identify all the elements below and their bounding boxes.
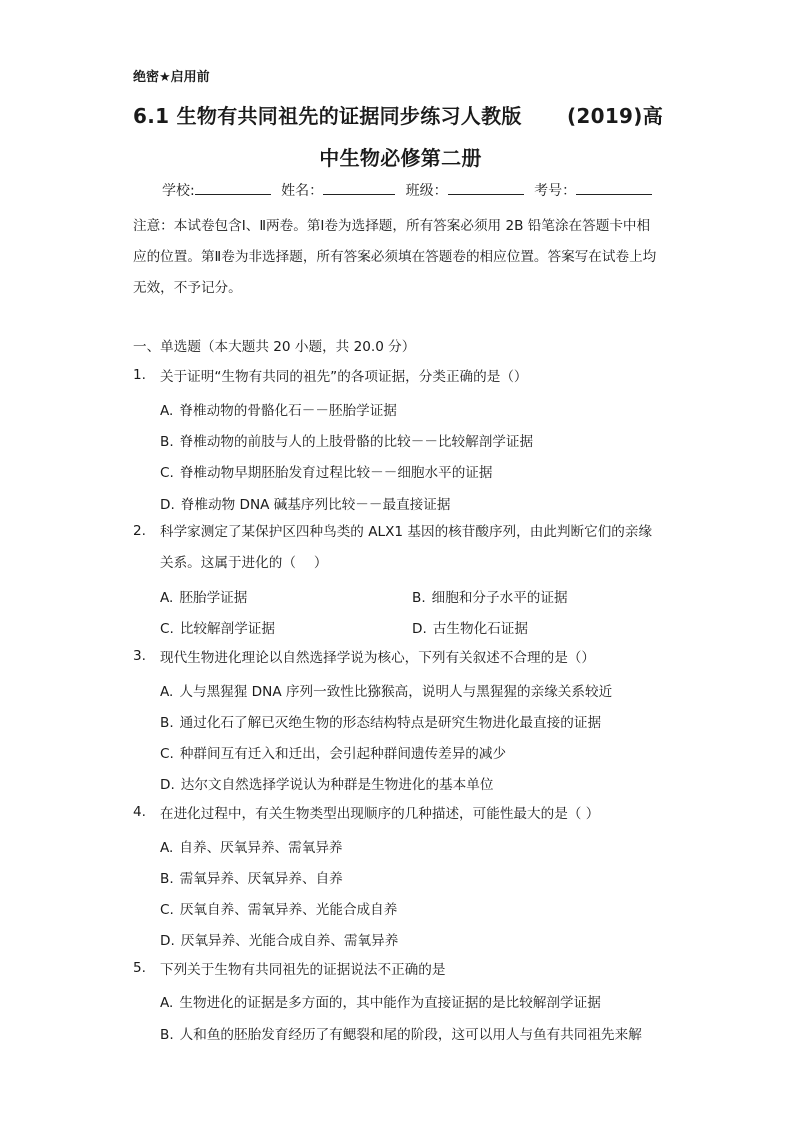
question-4-option-d[interactable]: [160, 929, 398, 949]
option-text: 脊椎动物 DNA 碱基序列比较－－最直接证据: [180, 497, 451, 513]
option-text: 达尔文自然选择学说认为种群是生物进化的基本单位: [180, 777, 494, 793]
question-5-option-b[interactable]: [160, 1023, 642, 1043]
question-number: 4.: [133, 804, 146, 820]
exam-no-label: 考号：: [534, 183, 577, 199]
option-letter: C.: [160, 465, 174, 481]
student-info-fields: [162, 180, 658, 200]
option-text: 古生物化石证据: [432, 621, 528, 637]
option-letter: B.: [160, 1027, 174, 1043]
question-2-option-c[interactable]: [160, 617, 275, 637]
question-3-option-d[interactable]: [160, 773, 493, 793]
secret-mark: 绝密★启用前: [133, 70, 210, 85]
question-number: 2.: [133, 523, 146, 539]
question-4-option-b[interactable]: [160, 867, 343, 887]
page-title-line-1: [133, 100, 663, 129]
question-4-option-a[interactable]: [160, 836, 343, 856]
question-stem: 在进化过程中，有关生物类型出现顺序的几种描述，可能性最大的是（ ）: [160, 806, 600, 822]
title-part-1: 6.1 生物有共同祖先的证据同步练习人教版: [133, 104, 522, 128]
option-letter: C.: [160, 621, 174, 637]
question-1-option-b[interactable]: [160, 430, 533, 450]
class-label: 班级：: [405, 183, 448, 199]
option-letter: D.: [160, 777, 175, 793]
question-1-option-c[interactable]: [160, 461, 492, 481]
question-3-option-a[interactable]: [160, 680, 612, 700]
question-number: 1.: [133, 367, 146, 383]
question-4: [133, 804, 663, 824]
class-blank[interactable]: [448, 180, 524, 195]
option-text: 种群间互有迁入和迁出，会引起种群间遗传差异的减少: [179, 746, 507, 762]
option-text: 自养、厌氧异养、需氧异养: [179, 840, 343, 856]
option-text: 细胞和分子水平的证据: [431, 590, 568, 606]
option-text: 通过化石了解已灭绝生物的形态结构特点是研究生物进化最直接的证据: [179, 715, 602, 731]
question-1-option-d[interactable]: [160, 493, 450, 513]
option-text: 人与黑猩猩 DNA 序列一致性比猕猴高，说明人与黑猩猩的亲缘关系较近: [179, 684, 613, 700]
option-letter: C.: [160, 902, 174, 918]
question-stem: 科学家测定了某保护区四种鸟类的 ALX1 基因的核苷酸序列，由此判断它们的亲缘关系。这属于进化的（ ）: [160, 524, 653, 571]
question-2: [133, 517, 663, 579]
option-letter: C.: [160, 746, 174, 762]
exam-notice: 注意：本试卷包含Ⅰ、Ⅱ两卷。第Ⅰ卷为选择题，所有答案必须用 2B 铅笔涂在答题卡中相应的位置。第Ⅱ卷为非选择题，所有答案必须填在答题卷的相应位置。答案写在试卷上均无效，不予记分。: [133, 218, 657, 296]
option-letter: A.: [160, 840, 174, 856]
option-text: 脊椎动物早期胚胎发育过程比较－－细胞水平的证据: [179, 465, 493, 481]
option-text: 胚胎学证据: [179, 590, 248, 606]
school-blank[interactable]: [195, 180, 271, 195]
question-stem: 关于证明“生物有共同的祖先”的各项证据，分类正确的是（）: [160, 369, 528, 385]
option-letter: A.: [160, 684, 174, 700]
question-5-option-a[interactable]: [160, 991, 601, 1011]
option-letter: A.: [160, 590, 174, 606]
exam-no-blank[interactable]: [576, 180, 652, 195]
name-blank[interactable]: [323, 180, 395, 195]
question-5: [133, 960, 663, 980]
school-label: 学校:: [162, 183, 195, 199]
option-text: 人和鱼的胚胎发育经历了有鳃裂和尾的阶段，这可以用人与鱼有共同祖先来解: [179, 1027, 642, 1043]
question-number: 5.: [133, 960, 146, 976]
name-label: 姓名：: [281, 183, 324, 199]
question-stem: 现代生物进化理论以自然选择学说为核心，下列有关叙述不合理的是（）: [160, 650, 595, 666]
option-letter: B.: [412, 590, 426, 606]
question-3: [133, 648, 663, 668]
question-stem: 下列关于生物有共同祖先的证据说法不正确的是: [160, 962, 446, 978]
option-text: 脊椎动物的骨骼化石－－胚胎学证据: [179, 403, 397, 419]
question-1-option-a[interactable]: [160, 399, 397, 419]
question-2-option-b[interactable]: [412, 586, 568, 606]
title-part-2: (2019)高: [566, 104, 663, 128]
section-title: 一、单选题（本大题共 20 小题，共 20.0 分）: [133, 339, 416, 355]
option-text: 厌氧自养、需氧异养、光能合成自养: [179, 902, 398, 918]
option-text: 生物进化的证据是多方面的，其中能作为直接证据的是比较解剖学证据: [179, 995, 601, 1011]
question-2-option-d[interactable]: [412, 617, 528, 637]
question-3-option-b[interactable]: [160, 711, 601, 731]
question-3-option-c[interactable]: [160, 742, 506, 762]
option-text: 需氧异养、厌氧异养、自养: [179, 871, 343, 887]
option-letter: B.: [160, 871, 174, 887]
option-text: 厌氧异养、光能合成自养、需氧异养: [180, 933, 399, 949]
question-number: 3.: [133, 648, 146, 664]
option-letter: D.: [412, 621, 427, 637]
question-1: [133, 367, 663, 387]
option-text: 脊椎动物的前肢与人的上肢骨骼的比较－－比较解剖学证据: [179, 434, 534, 450]
option-text: 比较解剖学证据: [179, 621, 275, 637]
page-title-line-2: 中生物必修第二册: [319, 146, 482, 170]
option-letter: D.: [160, 933, 175, 949]
option-letter: A.: [160, 403, 174, 419]
option-letter: B.: [160, 715, 174, 731]
option-letter: D.: [160, 497, 175, 513]
option-letter: A.: [160, 995, 174, 1011]
question-2-option-a[interactable]: [160, 586, 247, 606]
option-letter: B.: [160, 434, 174, 450]
question-4-option-c[interactable]: [160, 898, 397, 918]
